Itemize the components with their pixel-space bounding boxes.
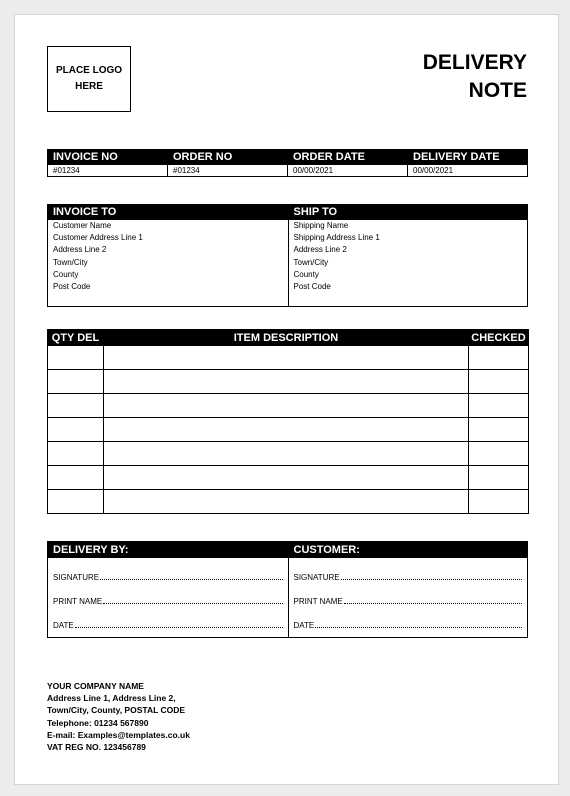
order-no-header: ORDER NO bbox=[168, 150, 288, 165]
customer-date-field[interactable] bbox=[294, 606, 523, 630]
invoice-to-line: Address Line 2 bbox=[53, 245, 107, 255]
checked-cell[interactable] bbox=[469, 370, 529, 394]
ship-to-line: Post Code bbox=[293, 282, 331, 292]
invoice-no-value[interactable]: #01234 bbox=[48, 165, 168, 177]
description-cell[interactable] bbox=[104, 490, 469, 514]
invoice-info-table bbox=[47, 149, 528, 177]
ship-to-line: Address Line 2 bbox=[293, 245, 347, 255]
checked-cell[interactable] bbox=[469, 394, 529, 418]
dotted-line bbox=[103, 603, 282, 604]
field-label: PRINT NAME bbox=[293, 597, 343, 606]
order-no-value[interactable]: #01234 bbox=[168, 165, 288, 177]
customer-block bbox=[288, 542, 528, 637]
invoice-to-line: Post Code bbox=[53, 282, 91, 292]
field-label: DATE bbox=[53, 621, 74, 630]
delivery-signature-field[interactable] bbox=[53, 558, 283, 582]
qty-cell[interactable] bbox=[48, 442, 104, 466]
dotted-line bbox=[315, 627, 522, 628]
dotted-line bbox=[75, 627, 283, 628]
dotted-line bbox=[341, 579, 522, 580]
delivery-date-value[interactable]: 00/00/2021 bbox=[408, 165, 528, 177]
table-row bbox=[48, 346, 529, 370]
invoice-to-line: Customer Name bbox=[53, 221, 112, 230]
company-footer bbox=[47, 680, 190, 753]
qty-cell[interactable] bbox=[48, 346, 104, 370]
company-email: E-mail: Examples@templates.co.uk bbox=[47, 729, 190, 740]
qty-cell[interactable] bbox=[48, 370, 104, 394]
order-date-value[interactable]: 00/00/2021 bbox=[288, 165, 408, 177]
table-row bbox=[48, 418, 529, 442]
qty-cell[interactable] bbox=[48, 394, 104, 418]
field-label: SIGNATURE bbox=[53, 573, 100, 582]
table-row bbox=[48, 490, 529, 514]
ship-to-line: County bbox=[293, 269, 319, 279]
invoice-info-value-row bbox=[48, 165, 528, 177]
logo-text-line2: HERE bbox=[75, 81, 103, 92]
order-date-header: ORDER DATE bbox=[288, 150, 408, 165]
description-cell[interactable] bbox=[104, 394, 469, 418]
qty-del-header: QTY DEL bbox=[48, 330, 104, 346]
invoice-to-line: County bbox=[53, 269, 79, 279]
ship-to-block[interactable] bbox=[288, 205, 528, 306]
dotted-line bbox=[344, 603, 522, 604]
customer-print-name-field[interactable] bbox=[294, 582, 523, 606]
checked-cell[interactable] bbox=[469, 466, 529, 490]
item-description-header: ITEM DESCRIPTION bbox=[104, 330, 469, 346]
field-label: PRINT NAME bbox=[53, 597, 103, 606]
company-vat: VAT REG NO. 123456789 bbox=[47, 742, 146, 753]
ship-to-heading: SHIP TO bbox=[289, 205, 528, 220]
delivery-date-header: DELIVERY DATE bbox=[408, 150, 528, 165]
field-label: DATE bbox=[293, 621, 315, 630]
delivery-by-block bbox=[48, 542, 288, 637]
invoice-no-header: INVOICE NO bbox=[48, 150, 168, 165]
logo-placeholder bbox=[47, 46, 131, 112]
company-address-line: Address Line 1, Address Line 2, bbox=[47, 693, 176, 704]
table-row bbox=[48, 442, 529, 466]
customer-signature-field[interactable] bbox=[294, 558, 523, 582]
title-line2: NOTE bbox=[468, 79, 527, 102]
invoice-to-heading: INVOICE TO bbox=[48, 205, 288, 220]
checked-cell[interactable] bbox=[469, 346, 529, 370]
company-name: YOUR COMPANY NAME bbox=[47, 681, 144, 691]
invoice-to-block[interactable] bbox=[48, 205, 288, 306]
invoice-info-header-row bbox=[48, 150, 528, 165]
invoice-to-line: Town/City bbox=[53, 257, 88, 267]
invoice-to-line: Customer Address Line 1 bbox=[53, 233, 143, 243]
ship-to-line: Shipping Address Line 1 bbox=[293, 233, 380, 243]
logo-text-line1: PLACE LOGO bbox=[55, 65, 123, 76]
qty-cell[interactable] bbox=[48, 490, 104, 514]
checked-header: CHECKED bbox=[469, 330, 529, 346]
field-label: SIGNATURE bbox=[293, 573, 340, 582]
ship-to-line: Town/City bbox=[293, 257, 329, 267]
table-row bbox=[48, 370, 529, 394]
description-cell[interactable] bbox=[104, 442, 469, 466]
table-row bbox=[48, 466, 529, 490]
qty-cell[interactable] bbox=[48, 466, 104, 490]
document-title bbox=[423, 49, 527, 105]
dotted-line bbox=[100, 579, 282, 580]
address-section bbox=[47, 204, 528, 307]
customer-heading: CUSTOMER: bbox=[289, 542, 528, 558]
description-cell[interactable] bbox=[104, 418, 469, 442]
company-address-line: Town/City, County, POSTAL CODE bbox=[47, 705, 186, 716]
delivery-date-field[interactable] bbox=[53, 606, 283, 630]
items-header-row bbox=[48, 330, 529, 346]
description-cell[interactable] bbox=[104, 370, 469, 394]
checked-cell[interactable] bbox=[469, 418, 529, 442]
ship-to-line: Shipping Name bbox=[293, 221, 349, 230]
items-table bbox=[47, 329, 529, 514]
description-cell[interactable] bbox=[104, 466, 469, 490]
company-telephone: Telephone: 01234 567890 bbox=[47, 717, 149, 728]
checked-cell[interactable] bbox=[469, 490, 529, 514]
table-row bbox=[48, 394, 529, 418]
qty-cell[interactable] bbox=[48, 418, 104, 442]
delivery-print-name-field[interactable] bbox=[53, 582, 283, 606]
description-cell[interactable] bbox=[104, 346, 469, 370]
delivery-by-heading: DELIVERY BY: bbox=[48, 542, 288, 558]
checked-cell[interactable] bbox=[469, 442, 529, 466]
document-page bbox=[14, 14, 559, 785]
signature-section bbox=[47, 541, 528, 638]
title-line1: DELIVERY bbox=[422, 51, 527, 74]
